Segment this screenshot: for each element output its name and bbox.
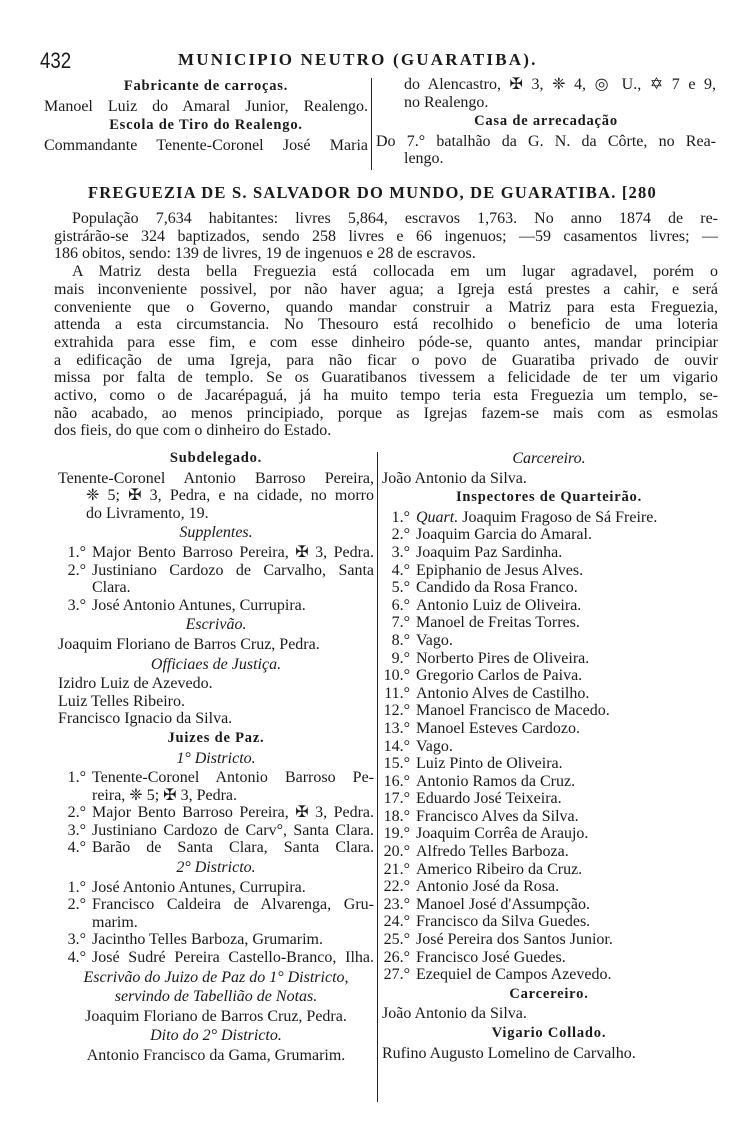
entry-name: Francisco Alves da Silva. [416,807,579,825]
text-line: Joaquim Floriano de Barros Cruz, Pedra. [58,635,320,653]
entry-number: 1.° [67,769,86,787]
subheading: Dito do 2° Districto. [150,1027,282,1045]
entry-name: Joaquim Fragoso de Sá Freire. [462,508,658,526]
entry-name: Vago. [416,737,453,755]
paragraph-line: conveniente que o Governo, quando mandar construir a Matriz para esta Freguezia, [54,298,718,316]
section-heading: Vigario Collado. [491,1025,607,1041]
paragraph-line: não acabado, ao menos principiado, porque as Igrejas fazem-se mais com as esmolas [54,404,718,422]
paragraph-line: População 7,634 habitantes: livres 5,864, escravos 1,763. No anno 1874 de re- [72,210,718,227]
paragraph-line: a edificação de uma Igreja, para não ficar o povo de Guaratiba privado de ouvir [54,351,718,369]
entry-name: Manoel José d'Assumpção. [416,895,590,913]
entry-number: 6.° [391,596,410,614]
entry-number: 1.° [67,543,86,561]
list-entry [382,913,716,931]
entry-name: Antonio Luiz de Oliveira. [416,596,582,614]
list-entry [58,914,374,932]
paragraph-line: activo, como o de Jacarépaguá, já ha muito tempo teria esta Freguezia um templo, se- [54,387,718,405]
text-line: Manoel Luiz do Amaral Junior, Realengo. [44,97,368,115]
list-entry [382,931,716,949]
entry-number: 15.° [383,755,410,773]
entry-name: Francisco José Guedes. [416,948,566,966]
section-heading: Subdelegado. [169,450,263,466]
entry-text [416,632,716,650]
text-line: Luiz Telles Ribeiro. [58,692,185,710]
section-title: FREGUEZIA DE S. SALVADOR DO MUNDO, DE GUARATIBA. [280 [88,183,657,202]
subheading: Officiaes de Justiça. [150,655,282,673]
page-number: 432 [40,48,72,73]
entry-name: Antonio Ramos da Cruz. [416,772,576,790]
list-entry [382,808,716,826]
list-entry [58,562,374,580]
entry-number: 18.° [383,807,410,825]
entry-name: Jacintho Telles Barboza, Grumarim. [92,931,323,949]
text-line: Izidro Luiz de Azevedo. [58,675,213,693]
list-entry [382,562,716,580]
section-heading: Fabricante de carroças. [123,78,289,94]
entry-number: 2.° [67,561,86,579]
entry-number: 13.° [383,719,410,737]
entry-text [416,526,716,544]
entry-text [416,579,716,597]
entry-text [416,878,716,896]
entry-name: Major Bento Barroso Pereira, ✠ 3, Pedra. [92,804,374,822]
entry-number: 21.° [383,860,410,878]
entry-number: 12.° [383,702,410,720]
paragraph-line: gistrárão-se 324 baptizados, sendo 258 livres e 66 ingenuos; —59 casamentos livres; — [54,227,718,245]
entry-text [92,597,374,615]
entry-name: Justiniano Cardozo de Carv°, Santa Clara. [92,821,374,839]
entry-number: 17.° [383,790,410,808]
text-line: Francisco Ignacio da Silva. [58,710,233,728]
entry-text [416,738,716,756]
entry-text [92,562,374,580]
column-divider-top [371,78,372,170]
entry-name: marim. [92,913,138,931]
entry-name: José Antonio Antunes, Currupira. [92,878,306,896]
entry-text [92,896,374,914]
text-line: Antonio Francisco da Gama, Grumarim. [86,1047,346,1064]
entry-number: 8.° [391,631,410,649]
text-line: João Antonio da Silva. [382,1005,527,1023]
entry-number: 7.° [391,614,410,632]
entry-name: Major Bento Barroso Pereira, ✠ 3, Pedra. [92,543,374,561]
column-divider [377,452,378,1102]
subheading: Carcereiro. [512,450,586,467]
list-entry [58,896,374,914]
list-entry [382,614,716,632]
text-line: Tenente-Coronel Antonio Barroso Pereira, [58,469,374,487]
entry-text [416,808,716,826]
entry-name: Joaquim Garcia do Amaral. [416,526,592,544]
entry-number: 5.° [391,579,410,597]
list-entry [58,931,374,949]
list-entry [58,822,374,840]
text-line: Rufino Augusto Lomelino de Carvalho. [382,1044,636,1062]
text-line: João Antonio da Silva. [382,469,527,487]
paragraph-line: mais inconveniente possivel, por não haver agua; a Igreja está prestes a cahir, e será [54,280,718,298]
entry-name: Antonio José da Rosa. [416,878,560,896]
section-heading: Inspectores de Quarteirão. [455,489,643,506]
entry-number: 2.° [67,896,86,914]
list-entry [382,526,716,544]
section-heading: Casa de arrecadação [474,113,618,130]
list-entry [382,825,716,843]
entry-name: Ezequiel de Campos Azevedo. [416,966,612,984]
list-entry [382,702,716,720]
list-entry [58,579,374,597]
entry-text [416,861,716,879]
entry-text [92,949,374,967]
entry-prefix: Quart. [416,508,459,526]
text-line: Commandante Tenente-Coronel José Maria [44,136,368,154]
entry-number: 25.° [383,931,410,949]
entry-number: 23.° [383,895,410,913]
text-line: no Realengo. [404,93,489,111]
entry-name: reira, ❈ 5; ✠ 3, Pedra. [92,786,237,804]
list-entry [382,861,716,879]
paragraph-line: A Matriz desta bella Freguezia está collocada em um lugar agradavel, porém o [72,263,718,281]
entry-number: 10.° [383,667,410,685]
list-entry [58,949,374,967]
entry-number: 2.° [391,526,410,544]
list-entry [382,667,716,685]
entry-name: José Antonio Antunes, Currupira. [92,596,306,614]
entry-number: 27.° [383,966,410,984]
entry-name: Manoel de Freitas Torres. [416,614,580,632]
section-heading: Carcereiro. [509,985,589,1002]
entry-name: Joaquim Paz Sardinha. [416,543,563,561]
text-line: lengo. [404,150,444,168]
list-entry [382,738,716,756]
list-entry [382,509,716,527]
entry-text [92,544,374,562]
subheading: servindo de Tabellião de Notas. [114,988,318,1006]
paragraph-line: dos fieis, do que com o dinheiro do Estado. [54,422,332,440]
subheading: Supplentes. [179,524,253,542]
entry-text [416,843,716,861]
entry-text [416,720,716,738]
entry-name: Americo Ribeiro da Cruz. [416,860,583,878]
entry-name: José Pereira dos Santos Junior. [416,931,613,949]
paragraph-line: extrahida para esse fim, e com esse dinheiro póde-se, quanto antes, mandar principiar [54,333,718,351]
entry-name: Luiz Pinto de Oliveira. [416,755,563,773]
entry-text [416,913,716,931]
entry-text [92,839,374,857]
entry-number: 26.° [383,948,410,966]
entry-name: Gregorio Carlos de Paiva. [416,667,583,685]
entry-name: Manoel Francisco de Macedo. [416,702,610,720]
entry-text [92,822,374,840]
paragraph-line: missa por falta de templo. Se os Guaratibanos tivessem a felicidade de ter um vigario [54,369,718,387]
entry-number: 3.° [67,596,86,614]
paragraph-line: 186 obitos, sendo: 139 de livres, 19 de ingenuos e 28 de escravos. [54,245,476,263]
top-right-column [376,76,716,168]
entry-number: 3.° [391,543,410,561]
list-entry [58,839,374,857]
list-entry [382,966,716,984]
entry-number: 2.° [67,804,86,822]
entry-number: 14.° [383,737,410,755]
subheading: Escrivão do Juizo de Paz do 1° Districto, [83,968,349,986]
entry-number [58,787,92,805]
entry-number: 9.° [391,649,410,667]
entry-number: 1.° [391,508,410,526]
left-column [58,448,374,1065]
entry-name: José Sudré Pereira Castello-Branco, Ilha. [92,949,374,967]
entry-text [92,579,374,597]
list-entry [382,790,716,808]
entry-number: 11.° [384,684,410,702]
entry-text [416,773,716,791]
list-entry [382,650,716,668]
running-title: MUNICIPIO NEUTRO (GUARATIBA). [178,50,538,69]
list-entry [382,773,716,791]
entry-text [92,769,374,787]
entry-text [416,702,716,720]
entry-number [58,914,92,932]
list-entry [58,787,374,805]
entry-name: Tenente-Coronel Antonio Barroso Pe- [92,769,374,787]
subheading: 1° Districto. [176,749,256,767]
list-entry [58,769,374,787]
entry-name: Manoel Esteves Cardozo. [416,719,580,737]
entry-text [416,544,716,562]
entry-name: Antonio Alves de Castilho. [416,684,590,702]
entry-text [416,650,716,668]
entry-text [416,966,716,984]
top-left-column [44,76,368,154]
list-entry [382,579,716,597]
entry-number [58,579,92,597]
text-line: do Livramento, 19. [86,504,209,522]
list-entry [382,597,716,615]
list-entry [382,896,716,914]
list-entry [58,597,374,615]
entry-name: Eduardo José Teixeira. [416,790,562,808]
list-entry [58,804,374,822]
entry-name: Francisco da Silva Guedes. [416,913,591,931]
entry-number: 4.° [391,561,410,579]
entry-name: Norberto Pires de Oliveira. [416,649,590,667]
entry-text [416,614,716,632]
entry-text [416,949,716,967]
list-entry [382,720,716,738]
entry-text [416,685,716,703]
entry-number: 3.° [67,931,86,949]
entry-text [416,562,716,580]
text-line: ❈ 5; ✠ 3, Pedra, e na cidade, no morro [86,487,374,505]
entry-name: Barão de Santa Clara, Santa Clara. [92,839,374,857]
entry-text [416,825,716,843]
entry-number: 22.° [383,878,410,896]
entry-text [416,509,716,527]
list-entry [382,685,716,703]
entry-name: Vago. [416,631,453,649]
entry-number: 4.° [67,949,86,967]
entry-name: Alfredo Telles Barboza. [416,843,569,861]
paragraph-line: attenda a esta circumstancia. No Thesouro está recolhido o beneficio de uma loteria [54,316,718,334]
entry-text [416,597,716,615]
entry-name: Candido da Rosa Franco. [416,579,578,597]
list-entry [382,878,716,896]
subheading: Escrivão. [185,616,247,634]
list-entry [58,879,374,897]
entry-text [92,914,374,932]
entry-text [416,755,716,773]
text-line: Do 7.° batalhão da G. N. da Côrte, no Rea- [376,132,716,150]
entry-text [416,790,716,808]
list-entry [58,544,374,562]
entry-text [92,879,374,897]
section-heading: Escola de Tiro do Realengo. [109,117,303,134]
entry-number: 1.° [67,878,86,896]
entry-name: Joaquim Corrêa de Araujo. [416,825,589,843]
entry-number: 4.° [67,839,86,857]
list-entry [382,949,716,967]
list-entry [382,544,716,562]
text-line: do Alencastro, ✠ 3, ❈ 4, ◎ U., ✡ 7 e 9, [404,76,716,93]
entry-text [416,931,716,949]
section-heading: Juizes de Paz. [167,729,265,746]
entry-number: 3.° [67,821,86,839]
entry-name: Clara. [92,579,131,597]
right-column [382,448,716,1062]
entry-number: 16.° [383,772,410,790]
entry-name: Epiphanio de Jesus Alves. [416,561,584,579]
text-line: Joaquim Floriano de Barros Cruz, Pedra. [85,1007,347,1025]
entry-text [92,787,374,805]
subheading: 2° Districto. [176,859,256,877]
entry-number: 24.° [383,913,410,931]
entry-name: Francisco Caldeira de Alvarenga, Gru- [92,896,374,914]
entry-name: Justiniano Cardozo de Carvalho, Santa [92,561,374,579]
list-entry [382,843,716,861]
entry-text [416,667,716,685]
entry-number: 19.° [383,825,410,843]
entry-text [416,896,716,914]
entry-text [92,804,374,822]
list-entry [382,632,716,650]
intro-paragraph [54,210,718,440]
list-entry [382,755,716,773]
entry-number: 20.° [383,843,410,861]
entry-text [92,931,374,949]
